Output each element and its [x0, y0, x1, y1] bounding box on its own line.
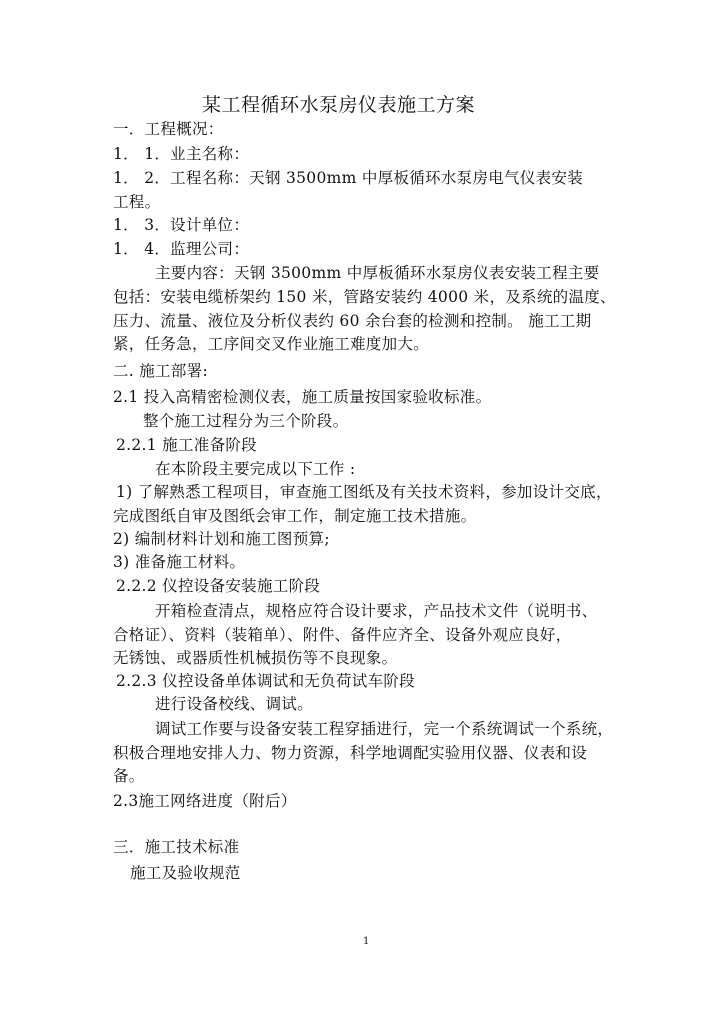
paragraph-debugging-3: 备。 [113, 767, 145, 785]
paragraph-three-stages: 整个施工过程分为三个阶段。 [143, 412, 349, 430]
paragraph-main-content-2: 包括：安装电缆桥架约 150 米，管路安装约 4000 米，及系统的温度、 [113, 288, 616, 306]
paragraph-main-content: 主要内容：天钢 3500mm 中厚板循环水泵房仪表安装工程主要 [155, 264, 600, 282]
page-number: 1 [363, 936, 370, 947]
section-heading-standards: 三．施工技术标准 [113, 838, 240, 856]
paragraph-main-content-3: 压力、流量、液位及分析仪表约 60 余台套的检测和控制。 施工工期 [113, 312, 592, 330]
list-item-3: 3) 准备施工材料。 [113, 553, 246, 571]
paragraph-main-content-4: 紧，任务急，工序间交叉作业施工难度加大。 [113, 335, 430, 353]
section-heading-deployment: 二. 施工部署: [113, 362, 208, 380]
paragraph-calibration: 进行设备校线、调试。 [155, 695, 314, 713]
section-heading-overview: 一．工程概况： [113, 120, 224, 138]
subheading-2-2-2: 2.2.2 仪控设备安装施工阶段 [116, 577, 321, 595]
paragraph-debugging: 调试工作要与设备安装工程穿插进行，完一个系统调试一个系统， [155, 720, 614, 738]
paragraph-unpacking-3: 无锈蚀、或器质性机械损伤等不良现象。 [113, 649, 398, 667]
paragraph-unpacking: 开箱检查清点，规格应符合设计要求，产品技术文件（说明书、 [155, 602, 598, 620]
paragraph-acceptance-spec: 施工及验收规范 [130, 864, 241, 882]
list-item-design-unit: 1． 3．设计单位： [113, 216, 250, 234]
paragraph-2-3: 2.3施工网络进度（附后） [113, 792, 297, 810]
list-item-project-name: 1． 2．工程名称：天钢 3500mm 中厚板循环水泵房电气仪表安装 [113, 169, 584, 187]
list-item-1-cont: 完成图纸自审及图纸会审工作，制定施工技术措施。 [113, 507, 477, 525]
paragraph-debugging-2: 积极合理地安排人力、物力资源，科学地调配实验用仪器、仪表和设 [113, 744, 588, 762]
paragraph-unpacking-2: 合格证）、资料（装箱单）、附件、备件应齐全、设备外观应良好， [113, 626, 572, 644]
list-item-owner: 1． 1．业主名称： [113, 145, 250, 163]
paragraph-2-1: 2.1 投入高精密检测仪表，施工质量按国家验收标准。 [113, 388, 492, 406]
list-item-1: 1) 了解熟悉工程项目，审查施工图纸及有关技术资料，参加设计交底， [116, 483, 612, 501]
list-item-2: 2) 编制材料计划和施工图预算; [113, 530, 330, 548]
list-item-project-name-cont: 工程。 [113, 193, 161, 211]
list-item-supervisor: 1． 4．监理公司： [113, 240, 250, 258]
document-title: 某工程循环水泵房仪表施工方案 [202, 94, 476, 116]
subheading-2-2-3: 2.2.3 仪控设备单体调试和无负荷试车阶段 [116, 672, 415, 690]
subheading-2-2-1: 2.2.1 施工准备阶段 [116, 436, 257, 454]
paragraph-work-intro: 在本阶段主要完成以下工作 : [155, 460, 356, 478]
